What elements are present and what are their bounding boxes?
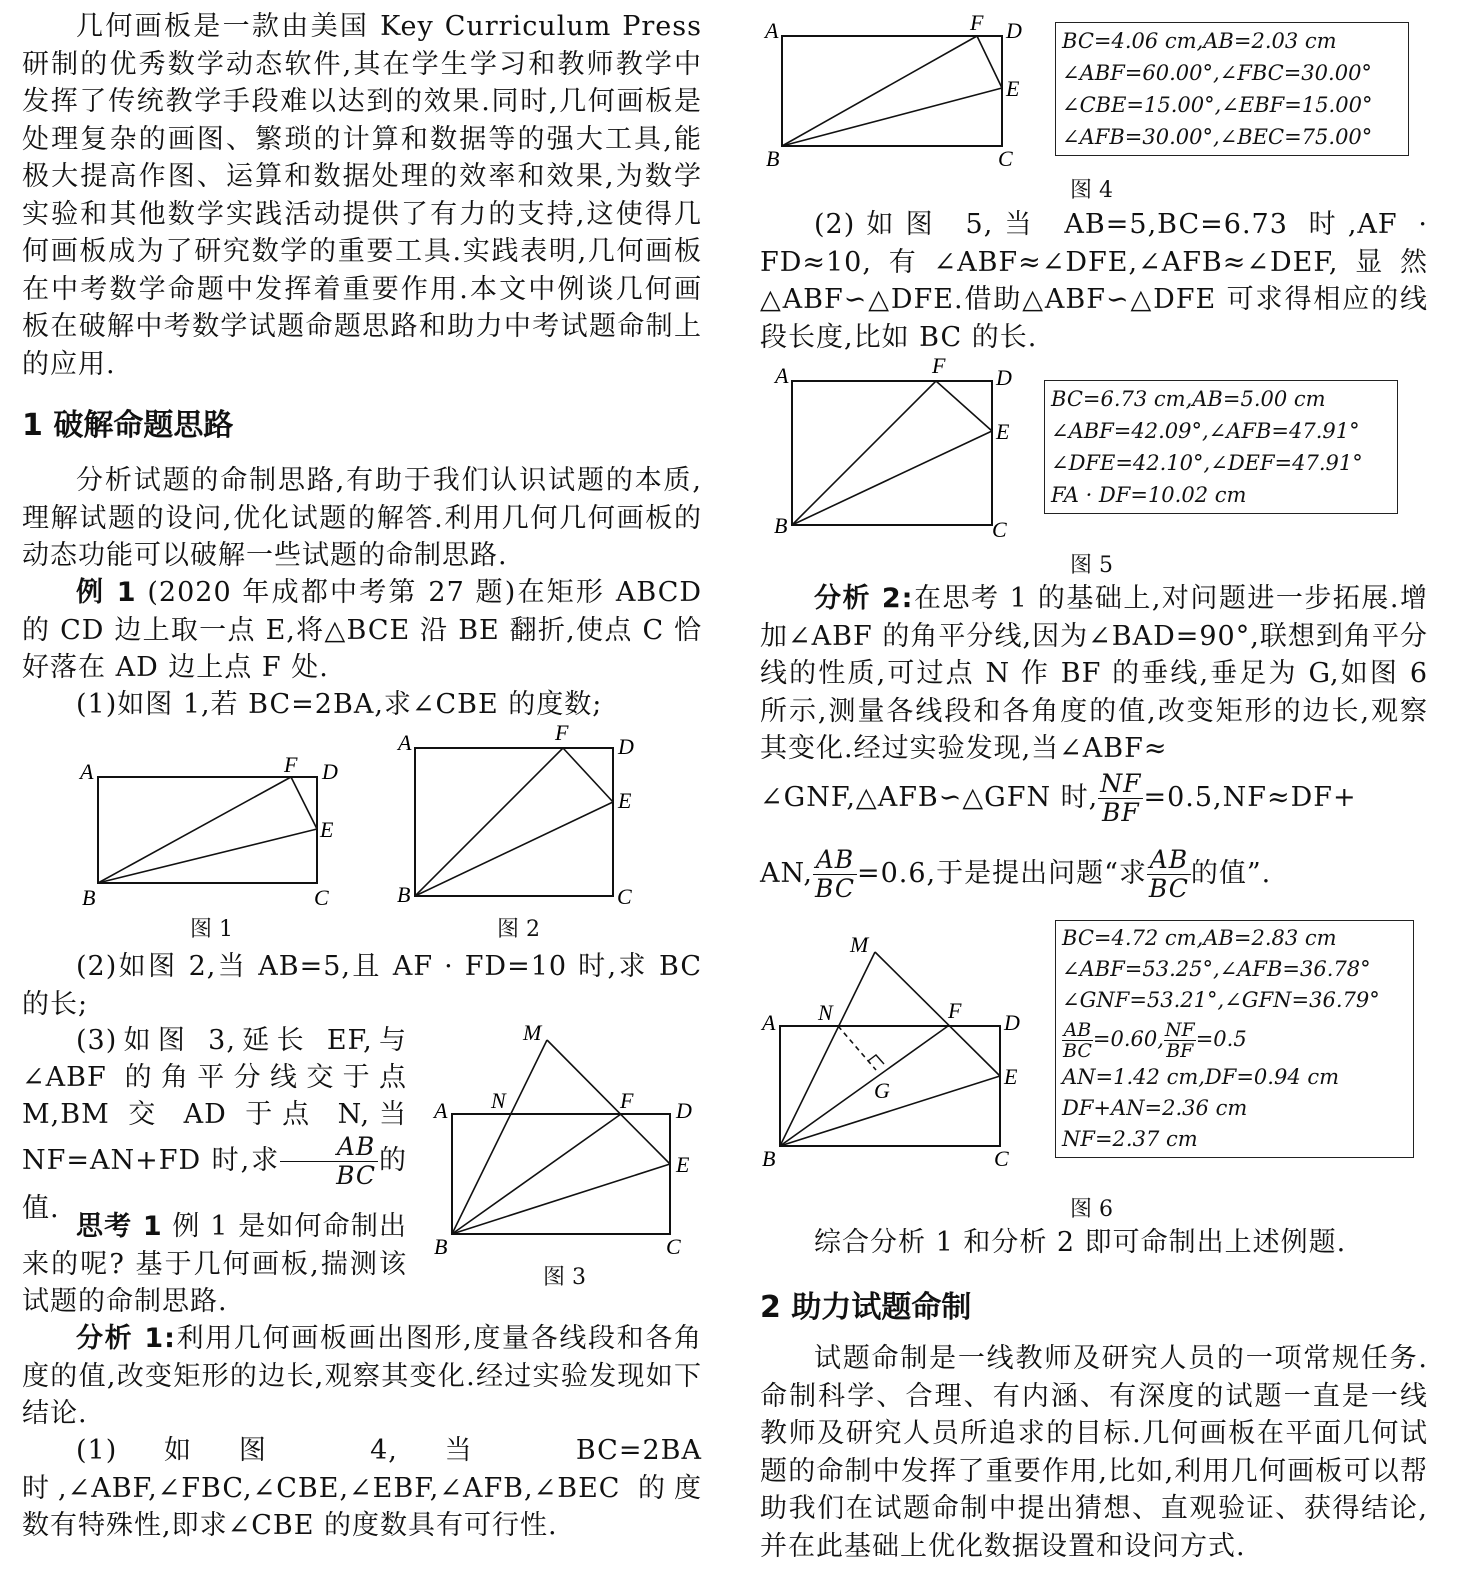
example-1	[22, 574, 702, 687]
label-c: C	[666, 1234, 681, 1259]
label-m: M	[850, 932, 869, 957]
fraction-nf-bf: $\frac{NF}{BF}$	[1100, 769, 1142, 827]
label-d: D	[676, 1098, 692, 1123]
label-f: F	[284, 752, 298, 777]
label-e: E	[676, 1152, 690, 1177]
analysis-1-point-1: (1)如图 4,当 BC=2BA 时,∠ABF,∠FBC,∠CBE,∠EBF,∠AFB,∠BEC 的度数有特殊性,即求∠CBE 的度数具有可行性.	[22, 1435, 702, 1541]
figure-2	[395, 722, 655, 912]
label-f: F	[948, 998, 962, 1023]
figure-3	[430, 1020, 710, 1260]
figure-5	[770, 355, 1040, 545]
fraction-ab-bc: $\frac{AB}{BC}$	[280, 1133, 378, 1190]
summary-line: 综合分析 1 和分析 2 即可命制出上述例题.	[814, 1227, 1347, 1258]
analysis-2-line-2: ∠GNF,△AFB∽△GFN 时, $\frac{NF}{BF}$ =0.5,NF≈DF+	[760, 769, 1357, 827]
analysis-1: 分析 1:利用几何画板画出图形,度量各线段和各角度的值,改变矩形的边长,观察其变化.经过实验发现如下结论.	[22, 1323, 702, 1429]
figure-3-caption: 图 3	[543, 1265, 586, 1290]
label-n: N	[818, 1000, 833, 1025]
question-1: (1)如图 1,若 BC=2BA,求∠CBE 的度数;	[76, 689, 603, 720]
figure-1	[80, 752, 360, 935]
label-c: C	[994, 1146, 1009, 1171]
label-f: F	[620, 1088, 634, 1113]
label-n: N	[491, 1088, 506, 1113]
question-2: (2)如图 2,当 AB=5,且 AF · FD=10 时,求 BC 的长;	[22, 951, 702, 1020]
label-e: E	[320, 817, 334, 842]
label-b: B	[434, 1234, 448, 1259]
label-a: A	[80, 759, 94, 784]
label-d: D	[996, 365, 1012, 390]
section-2-paragraph: 试题命制是一线教师及研究人员的一项常规任务.命制科学、合理、有内涵、有深度的试题一直是一线教师及研究人员所追求的目标.几何画板在平面几何试题的命制中发挥了重要作用,比如,利用几何画板可以帮助我们在试题命制中提出猜想、直观验证、获得结论,并在此基础上优化数据设置和设问方式.	[760, 1343, 1428, 1562]
label-c: C	[314, 885, 329, 910]
figure-1-caption: 图 1	[190, 917, 233, 942]
figure-2-caption: 图 2	[497, 917, 540, 942]
label-a: A	[434, 1098, 448, 1123]
label-d: D	[322, 759, 338, 784]
section-1-heading: 1 破解命题思路	[22, 408, 234, 443]
analysis-1-label: 分析 1:	[76, 1323, 176, 1354]
analysis-2-line-3: AN, $\frac{AB}{BC}$ =0.6,于是提出问题“求 $\frac{AB}{BC}$ 的值”.	[760, 845, 1272, 903]
section-2-heading: 2 助力试题命制	[760, 1290, 972, 1325]
label-a: A	[398, 730, 412, 755]
label-b: B	[397, 882, 411, 907]
label-c: C	[992, 517, 1007, 542]
label-d: D	[1004, 1010, 1020, 1035]
figure-4-caption: 图 4	[1070, 178, 1113, 203]
label-e: E	[996, 419, 1010, 444]
figure-4	[760, 12, 1030, 172]
label-c: C	[998, 146, 1013, 171]
figure-6	[758, 930, 1048, 1170]
label-a: A	[762, 1010, 776, 1035]
analysis-2-label: 分析 2:	[814, 583, 914, 614]
label-d: D	[1006, 18, 1022, 43]
section-1-paragraph: 分析试题的命制思路,有助于我们认识试题的本质,理解试题的设问,优化试题的解答.利用几何几何画板的动态功能可以破解一些试题的命制思路.	[22, 465, 702, 571]
label-e: E	[1004, 1064, 1018, 1089]
label-b: B	[82, 885, 96, 910]
figure-6-measurements: BC=4.72 cm,AB=2.83 cm ∠ABF=53.25°,∠AFB=36.78° ∠GNF=53.21°,∠GFN=36.79° $\frac{AB}{BC}$ =0.60, $\frac{NF}{BF}$ =0.5 AN=1.42 cm,DF=0.94 cm DF+AN=2.36 cm NF=2.37 cm	[1055, 920, 1414, 1158]
label-m: M	[523, 1020, 542, 1045]
label-e: E	[1006, 76, 1020, 101]
analysis-2: 分析 2:在思考 1 的基础上,对问题进一步拓展.增加∠ABF 的角平分线,因为∠BAD=90°,联想到角平分线的性质,可过点 N 作 BF 的垂线,垂足为 G,如图 6 所示,测量各线段和各角度的值,改变矩形的边长,观察其变化.经过实验发现,当∠ABF≈	[760, 583, 1428, 764]
fraction-ab-bc-2: $\frac{AB}{BC}$	[1148, 845, 1189, 903]
think-1: 思考 1 例 1 是如何命制出来的呢? 基于几何画板,揣测该试题的命制思路.	[22, 1211, 407, 1317]
label-c: C	[617, 884, 632, 909]
question-3: (3)如图 3,延长 EF,与∠ABF 的角平分线交于点 M,BM 交 AD 于点 N,当 NF=AN+FD 时,求 $\frac{AB}{BC}$ 的值.	[22, 1025, 407, 1224]
label-a: A	[775, 363, 789, 388]
example-1-label: 例 1	[76, 577, 137, 608]
think-1-label: 思考 1	[76, 1211, 163, 1242]
analysis-1-point-2: (2)如图 5,当 AB=5,BC=6.73 时,AF · FD≈10,有∠ABF≈∠DFE,∠AFB≈∠DEF,显然△ABF∽△DFE.借助△ABF∽△DFE 可求得相应的线段长度,比如 BC 的长.	[760, 209, 1428, 353]
label-b: B	[774, 513, 788, 538]
figure-4-measurements: BC=4.06 cm,AB=2.03 cm ∠ABF=60.00°,∠FBC=30.00° ∠CBE=15.00°,∠EBF=15.00° ∠AFB=30.00°,∠BEC=75.00°	[1055, 22, 1409, 156]
fraction-ab-bc: $\frac{AB}{BC}$	[814, 845, 855, 903]
label-f: F	[555, 720, 569, 745]
figure-5-caption: 图 5	[1070, 553, 1113, 578]
label-g: G	[874, 1078, 890, 1103]
label-b: B	[766, 146, 780, 171]
label-f: F	[970, 10, 984, 35]
label-a: A	[765, 18, 779, 43]
ratio-row: $\frac{AB}{BC}$ =0.60, $\frac{NF}{BF}$ =0.5	[1063, 1019, 1247, 1062]
intro-paragraph: 几何画板是一款由美国 Key Curriculum Press 研制的优秀数学动态软件,其在学生学习和教师教学中发挥了传统教学手段难以达到的效果.同时,几何画板是处理复杂的画图、繁琐的计算和数据等的强大工具,能极大提高作图、运算和数据处理的效率和效果,为数学实验和其他数学实践活动提供了有力的支持,这使得几何画板成为了研究数学的重要工具.实践表明,几何画板在中考数学命题中发挥着重要作用.本文中例谈几何画板在破解中考数学试题命题思路和助力中考试题命制上的应用.	[22, 11, 702, 380]
label-b: B	[762, 1146, 776, 1171]
label-f: F	[932, 353, 946, 378]
figure-6-caption: 图 6	[1070, 1197, 1113, 1222]
example-1-text: (2020 年成都中考第 27 题)在矩形 ABCD 的 CD 边上取一点 E,将△BCE 沿 BE 翻折,使点 C 恰好落在 AD 边上点 F 处.	[22, 577, 702, 683]
label-d: D	[618, 734, 634, 759]
label-e: E	[618, 788, 632, 813]
figure-5-measurements: BC=6.73 cm,AB=5.00 cm ∠ABF=42.09°,∠AFB=47.91° ∠DFE=42.10°,∠DEF=47.91° FA · DF=10.02 cm	[1044, 380, 1398, 514]
